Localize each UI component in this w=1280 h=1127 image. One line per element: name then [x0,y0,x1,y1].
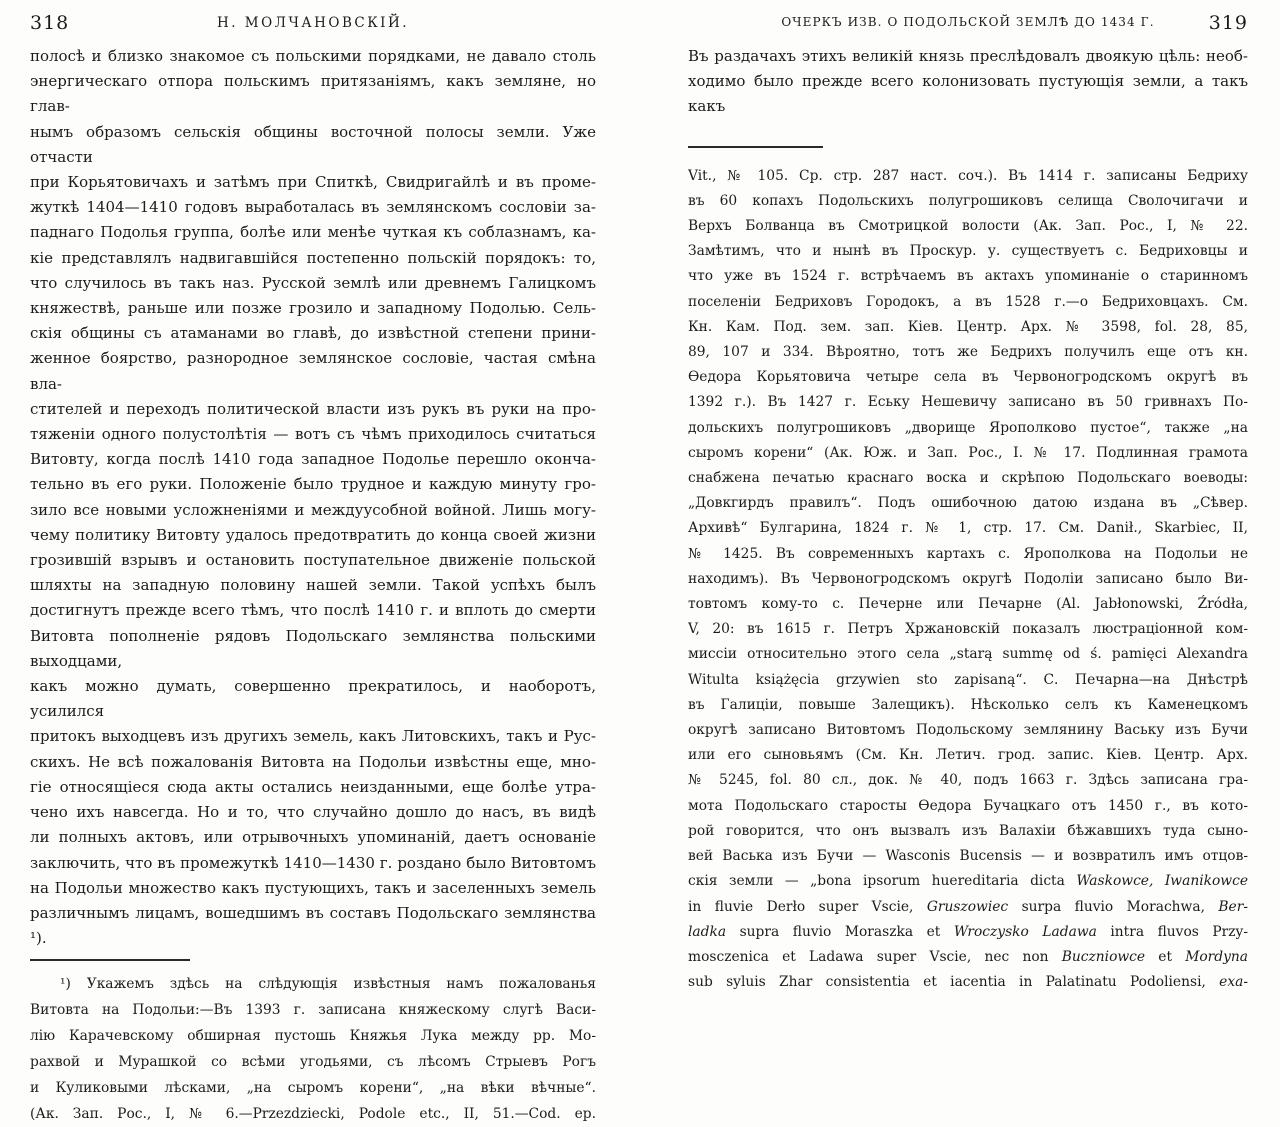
text-line: ¹) Укажемъ здѣсь на слѣдующія извѣстныя намъ пожалованья [60,976,596,993]
text-line: снабжена печатью краснаго воска и скрѣпою Подольскаго воеводы: [688,470,1248,487]
text-line: энергическаго отпора польскимъ притязаніямъ, какъ земляне, но глав- [30,72,596,116]
body-text-left [30,44,596,951]
text-line: мота Подольскаго старосты Ѳедора Бучацкаго отъ 1450 г., въ кото- [688,797,1248,814]
text-line: ли полныхъ актовъ, или отрывочныхъ упоминаній, даетъ основаніе [30,828,596,847]
text-line: Кн. Кам. Под. зем. зап. Кіев. Центр. Арх. № 3598, fol. 28, 85, [688,318,1248,335]
text-line: (Ак. Зап. Рос., I, № 6.—Przezdziecki, Podole etc., II, 51.—Cod. ep. [30,1106,596,1123]
text-line: или его сыновьямъ (См. Кн. Летич. грод. запис. Кіев. Центр. Арх. [688,747,1248,764]
text-line: чено ихъ навсегда. Но и то, что случайно дошло до насъ, въ видѣ [30,803,596,822]
footnote-right [688,164,1248,996]
text-line: миссіи относительно этого села „starą summę od ś. pamięci Alexandra [688,646,1248,663]
text-line: на Подольи множество какъ пустующихъ, такъ и заселенныхъ земель [30,878,596,897]
text-line: № 5245, fol. 80 сл., док. № 40, подъ 1663 г. Здѣсь записана гра- [688,772,1248,789]
footnote-separator-right [688,146,823,148]
text-line: Витовта на Подольи:—Въ 1393 г. записана княжескому слугѣ Васи- [30,1002,596,1019]
text-line: Витовту, когда послѣ 1410 года западное Подолье перешло оконча- [30,450,596,469]
page-header-right [688,12,1248,42]
text-line: въ Галиціи, повыше Залещикъ). Нѣсколько селъ къ Каменецкомъ [688,696,1248,713]
text-line: рой говорится, что онъ вызвалъ изъ Валахіи бѣжавшихъ туда сыно- [688,822,1248,839]
text-line: зило все новыми усложненіями и междуусобной войной. Лишь могу- [30,500,596,519]
text-line: кіе представлялъ надвигавшійся постепенно польскій порядокъ: то, [30,248,596,267]
text-line: паднаго Подолья группа, болѣе или менѣе чуткая къ соблазнамъ, ка- [30,223,596,242]
text-line: женное боярство, разнородное землянское сословіе, частая смѣна вла- [30,349,596,393]
text-line: дольскихъ полугрошиковъ „дворище Ярополково пустое“, также „на [688,419,1248,436]
text-line: княжествѣ, раньше или позже грозило и западному Подолью. Сель- [30,299,596,318]
text-line: тяженіи одного полустолѣтія — вотъ съ чѣмъ приходилось считаться [30,425,596,444]
page-number-right: 319 [1208,12,1248,34]
text-line: стителей и переходъ политической власти изъ рукъ въ руки на про- [30,399,596,418]
text-line: гіе относящіеся сюда акты остались неизданными, еще болѣе утра- [30,777,596,796]
text-line: V, 20: въ 1615 г. Петръ Хржановскій показалъ люстраціонной ком- [688,621,1248,638]
text-line: что случилось въ такъ наз. Русской землѣ или древнемъ Галицкомъ [30,273,596,292]
text-line: тельно въ его руки. Положеніе было трудное и каждую минуту гро- [30,475,596,494]
text-line: „Довкгирдъ правилъ“. Подъ ошибочною датою издана въ „Сѣвер. [688,495,1248,512]
text-line: въ 60 копахъ Подольскихъ полугрошиковъ селища Сволочигачи и [688,192,1248,209]
text-line: и Куликовыми лѣсками, „на сыромъ корени“, „на вѣки вѣчные“. [30,1080,596,1097]
text-line: какъ можно думать, совершенно прекратилось, и наоборотъ, усилился [30,677,596,721]
text-line: поселеніи Бедриховъ Городокъ, а въ 1528 г.—о Бедриховцахъ. См. [688,293,1248,310]
text-line: ходимо было прежде всего колонизовать пустующія земли, а такъ какъ [688,72,1248,116]
text-line: округѣ записано Витовтомъ Подольскому землянину Ваську изъ Бучи [688,722,1248,739]
text-line: что уже въ 1524 г. встрѣчаемъ въ актахъ упоминаніе о старинномъ [688,268,1248,285]
text-line: полосѣ и близко знакомое съ польскими порядками, не давало столь [30,47,596,65]
text-line: грозившій взрывъ и остановить поступательное движеніе польской [30,551,596,570]
text-line: нымъ образомъ сельскія общины восточной полосы земли. Уже отчасти [30,122,596,166]
text-line: Въ раздачахъ этихъ великій князь преслѣдовалъ двоякую цѣль: необ- [688,47,1248,65]
text-line: шляхты на западную половину нашей земли. Такой успѣхъ былъ [30,576,596,595]
text-line: Верхъ Болванца въ Смотрицкой волости (Ак. Зап. Рос., I, № 22. [688,218,1248,235]
text-line: 89, 107 и 334. Вѣроятно, тотъ же Бедрихъ получилъ еще отъ кн. [688,344,1248,361]
page-header-left [30,12,596,42]
text-line: Замѣтимъ, что и нынѣ въ Проскур. у. существуетъ с. Бедриховцы и [688,243,1248,260]
text-line: лію Карачевскому обширная пустошь Княжья Лука между рр. Мо- [30,1028,596,1045]
text-line: сыромъ корени“ (Ак. Юж. и Зап. Рос., I. № 17. Подлинная грамота [688,444,1248,461]
text-line: 1392 г.). Въ 1427 г. Еську Нешевичу записано въ 50 гривнахъ По- [688,394,1248,411]
text-line: Vit., № 105. Ср. стр. 287 наст. соч.). Въ 1414 г. записаны Бедриху [688,167,1248,184]
text-line: вей Васька изъ Бучи — Wasconis Bucensis — и возвратилъ имъ отцов- [688,848,1248,865]
text-line: рахвой и Мурашкой со всѣми угодьями, съ лѣсомъ Стрыевъ Рогъ [30,1054,596,1071]
text-line: Архивѣ“ Булгарина, 1824 г. № 1, стр. 17. См. Danił., Skarbiec, II, [688,520,1248,537]
page-number-left: 318 [30,12,70,34]
text-line: заключить, что въ промежуткѣ 1410—1430 г. роздано было Витовтомъ [30,853,596,872]
footnote-separator-left [30,959,190,961]
text-line: чему политику Витовту удалось предотвратить до конца своей жизни [30,525,596,544]
text-line: товтомъ кому-то с. Печерне или Печарне (Al. Jabłonowski, Źródła, [688,596,1248,613]
text-line: № 1425. Въ современныхъ картахъ с. Ярополкова на Подольи не [688,545,1248,562]
text-line: находимъ). Въ Червоногродскомъ округѣ Подоліи записано было Ви- [688,570,1248,587]
text-line: жуткѣ 1404—1410 годовъ выработалась въ землянскомъ сословіи за- [30,198,596,217]
running-title-right: ОЧЕРКЪ ИЗВ. О ПОДОЛЬСКОЙ ЗЕМЛѢ ДО 1434 Г. [781,15,1155,29]
text-line: Ѳедора Корьятовича четыре села въ Червоногродскомъ округѣ въ [688,369,1248,386]
page-318 [30,12,596,1127]
footnote-left [30,971,596,1127]
text-line: ladka supra fluvio Moraszka et Wroczysko Ladawa intra fluvos Przy- [688,923,1248,940]
text-line: in fluvie Derło super Vscie, Gruszowiec surpa fluvio Morachwa, Ber- [688,898,1248,915]
text-line: притокъ выходцевъ изъ другихъ земель, какъ Литовскихъ, такъ и Рус- [30,727,596,746]
running-title-left: Н. МОЛЧАНОВСКІЙ. [216,15,410,31]
text-line: скія земли — „bona ipsorum huereditaria dicta Waskowce, Iwanikowce [688,873,1248,890]
body-text-right [688,44,1248,120]
text-line: mosczenica et Ladawa super Vscie, nec non Buczniowce et Mordyna [688,948,1248,965]
text-line: скихъ. Не всѣ пожалованія Витовта на Подольи извѣстны еще, мно- [30,752,596,771]
page-319 [688,12,1248,995]
text-line: при Корьятовичахъ и затѣмъ при Спиткѣ, Свидригайлѣ и въ проме- [30,173,596,192]
text-line: Витовта пополненіе рядовъ Подольскаго землянства польскими выходцами, [30,626,596,670]
text-line: скія общины съ атаманами во главѣ, до извѣстной степени прини- [30,324,596,343]
text-line: sub syluis Zhar consistentia et iacentia in Palatinatu Podoliensi, exa- [688,974,1248,991]
text-line: достигнутъ прежде всего тѣмъ, что послѣ 1410 г. и вплоть до смерти [30,601,596,620]
text-line: различнымъ лицамъ, вошедшимъ въ составъ Подольскаго землянства ¹). [30,903,596,948]
text-line: Witulta książęcia grzywien sto zapisaną“. С. Печарна—на Днѣстрѣ [688,671,1248,688]
